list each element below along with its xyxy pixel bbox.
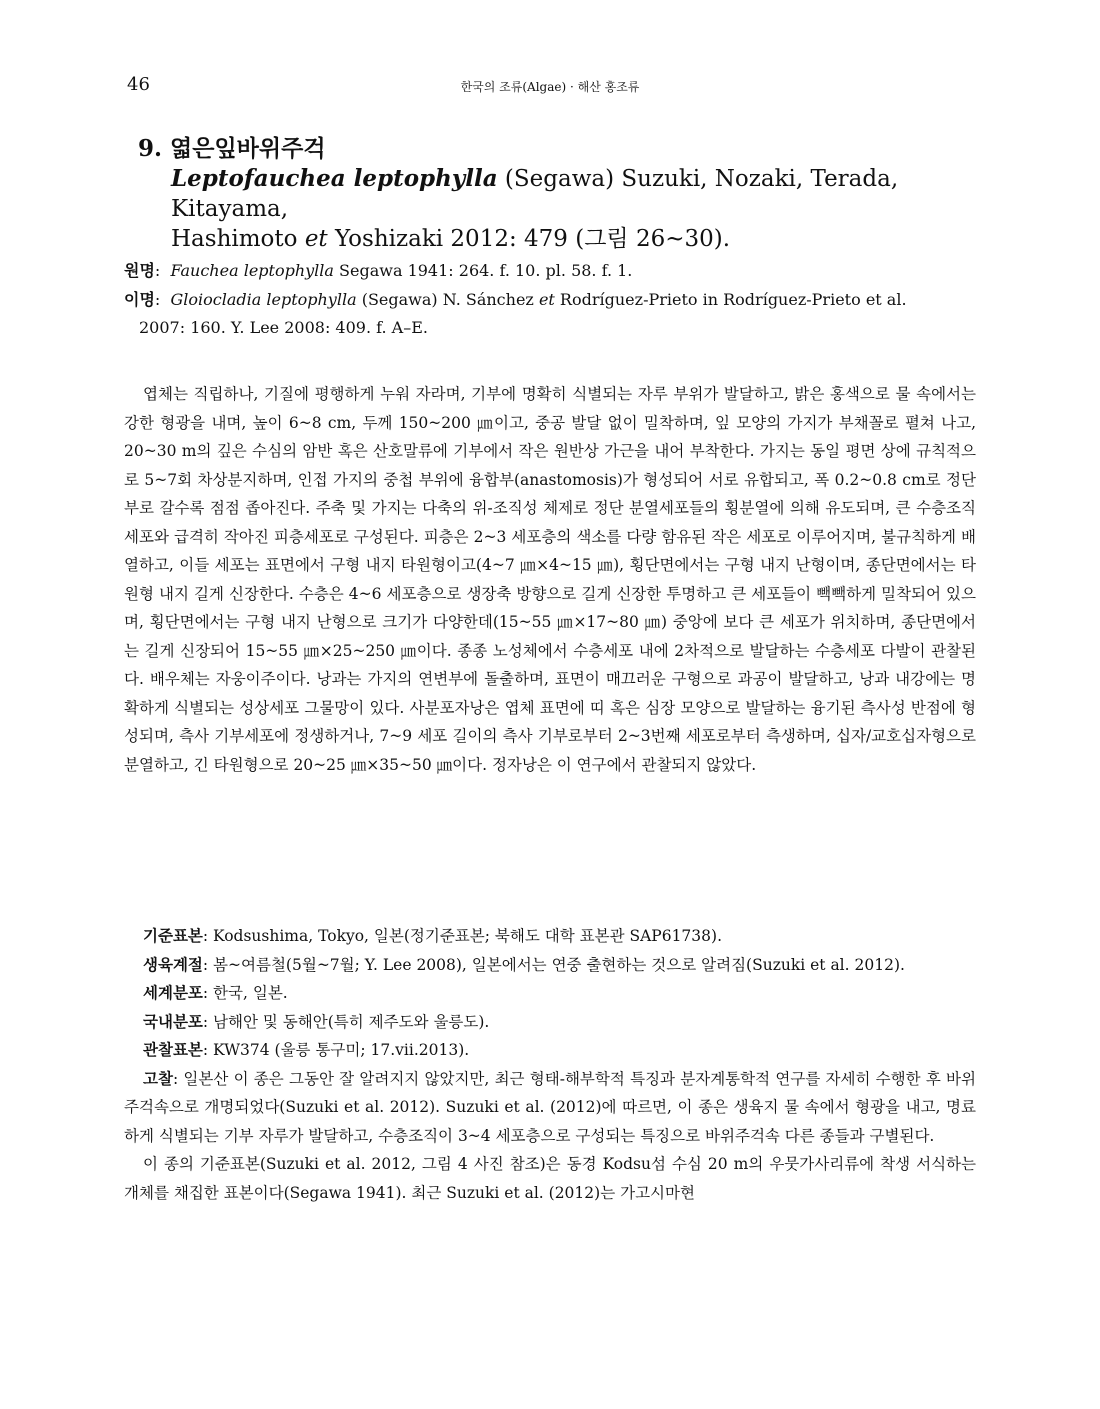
original-name-label: 원명 bbox=[124, 261, 155, 280]
running-header: 한국의 조류(Algae) · 해산 홍조류 bbox=[460, 80, 640, 94]
synonym-rest-1: (Segawa) N. Sánchez bbox=[356, 290, 539, 309]
section-text: : 한국, 일본. bbox=[202, 984, 288, 1002]
section-label: 관찰표본 bbox=[143, 1040, 203, 1059]
page-number: 46 bbox=[127, 74, 150, 95]
authority-et: et bbox=[304, 226, 328, 252]
species-heading bbox=[138, 134, 978, 254]
synonym-italic: Gloiocladia leptophylla bbox=[170, 290, 357, 309]
authority-part-a: (Segawa) Suzuki, Nozaki, Terada, Kitayama, bbox=[171, 166, 899, 222]
scientific-name: Leptofauchea leptophylla bbox=[171, 165, 498, 192]
authority-part-b2: Yoshizaki 2012: 479 (그림 26~30). bbox=[327, 226, 731, 252]
synonym-rest-2: Rodríguez-Prieto in Rodríguez-Prieto et al. bbox=[554, 290, 907, 309]
section-label: 세계분포 bbox=[143, 983, 203, 1002]
section-specimens-examined bbox=[124, 1036, 976, 1065]
section-text: : 일본산 이 종은 그동안 잘 알려지지 않았지만, 최근 형태-해부학적 특징과 분자계통학적 연구를 자세히 수행한 후 바위주걱속으로 개명되었다(Suzuki et al. 2012). Suzuki et al. (2012)에 따르면, 이 종은 생육지 물 속에서 형광을 내고, 명료하게 식별되는 기부 자루가 발달하고, 수층조직이 3~4 세포층으로 구성되는 특징으로 바위주걱속 다른 종들과 구별된다. bbox=[124, 1069, 976, 1145]
section-label: 기준표본 bbox=[143, 926, 203, 945]
authority-line bbox=[171, 224, 978, 254]
synonym-entry: 이명: Gloiocladia leptophylla (Segawa) N. Sánchez et Rodríguez-Prieto in Rodríguez-Prieto et al. 2007: 160. Y. Lee 2008: 409. f. A–E. bbox=[124, 286, 976, 342]
section-label: 고찰 bbox=[143, 1068, 173, 1088]
original-name-italic: Fauchea leptophylla bbox=[170, 261, 334, 280]
final-paragraph: 이 종의 기준표본(Suzuki et al. 2012, 그림 4 사진 참조)은 동경 Kodsu섬 수심 20 m의 우뭇가사리류에 착생 서식하는 개체를 채집한 표본이다(Segawa 1941). 최근 Suzuki et al. (2012)는 가고시마현 bbox=[124, 1155, 976, 1202]
species-number: 9. bbox=[138, 135, 163, 162]
authority-part-b1: Hashimoto bbox=[171, 226, 305, 252]
korean-name: 엷은잎바위주걱 bbox=[170, 135, 326, 162]
section-world-distribution bbox=[124, 979, 976, 1008]
section-label: 생육계절 bbox=[143, 954, 203, 974]
synonym-continuation: 2007: 160. Y. Lee 2008: 409. f. A–E. bbox=[139, 318, 428, 337]
synonym-label: 이명 bbox=[124, 290, 155, 309]
section-label: 국내분포 bbox=[143, 1011, 203, 1031]
original-name-rest: Segawa 1941: 264. f. 10. pl. 58. f. 1. bbox=[333, 261, 633, 280]
section-korea-distribution bbox=[124, 1008, 976, 1037]
section-text: : 남해안 및 동해안(특히 제주도와 울릉도). bbox=[202, 1012, 490, 1031]
description-paragraph: 엽체는 직립하나, 기질에 평행하게 누워 자라며, 기부에 명확히 식별되는 자루 부위가 발달하고, 밝은 홍색으로 물 속에서는 강한 형광을 내며, 높이 6~8 cm, 두께 150~200 ㎛이고, 중공 발달 없이 밀착하며, 잎 모양의 가지가 부채꼴로 펼쳐 나고, 20~30 m의 깊은 수심의 암반 혹은 산호말류에 기부에서 작은 원반상 가근을 내어 부착한다. 가지는 동일 평면 상에 규칙적으로 5~7회 차상분지하며, 인접 가지의 중첩 부위에 융합부(anastomosis)가 형성되어 서로 유합되고, 폭 0.2~0.8 cm로 정단부로 갈수록 점점 좁아진다. 주축 및 가지는 다축의 위-조직성 체제로 정단 분열세포들의 횡분열에 의해 유도되며, 큰 수층조직 세포와 급격히 작아진 피층세포로 구성된다. 피층은 2~3 세포층의 색소를 다량 함유된 작은 세포로 이루어지며, 불규칙하게 배열하고, 이들 세포는 표면에서 구형 내지 타원형이고(4~7 ㎛×4~15 ㎛), 횡단면에서는 구형 내지 난형이며, 종단면에서는 타원형 내지 길게 신장한다. 수층은 4~6 세포층으로 생장축 방향으로 길게 신장한 투명하고 큰 세포들이 빽빽하게 밀착되어 있으며, 횡단면에서는 구형 내지 난형으로 크기가 다양한데(15~55 ㎛×17~80 ㎛) 중앙에 보다 큰 세포가 위치하며, 종단면에서는 길게 신장되어 15~55 ㎛×25~250 ㎛이다. 종종 노성체에서 수층세포 내에 2차적으로 발달하는 수층세포 다발이 관찰된다. 배우체는 자웅이주이다. 낭과는 가지의 연변부에 돌출하며, 표면이 매끄러운 구형으로 과공이 발달하고, 낭과 내강에는 명확하게 식별되는 성상세포 그물망이 있다. 사분포자낭은 엽체 표면에 띠 혹은 심장 모양으로 발달하는 융기된 측사성 반점에 형성되며, 측사 기부세포에 정생하거나, 7~9 세포 길이의 측사 기부로부터 2~3번째 세포로부터 측생하며, 십자/교호십자형으로 분열하고, 긴 타원형으로 20~25 ㎛×35~50 ㎛이다. 정자낭은 이 연구에서 관찰되지 않았다. bbox=[124, 385, 976, 774]
details-sections bbox=[124, 922, 976, 1207]
section-text: : KW374 (울릉 통구미; 17.vii.2013). bbox=[202, 1041, 470, 1059]
species-title-line bbox=[138, 134, 978, 164]
section-text: : 봄~여름철(5월~7월; Y. Lee 2008), 일본에서는 연중 출현하는 것으로 알려짐(Suzuki et al. 2012). bbox=[202, 955, 905, 974]
scientific-name-line bbox=[171, 164, 978, 224]
original-name-entry: 원명: Fauchea leptophylla Segawa 1941: 264. f. 10. pl. 58. f. 1. bbox=[124, 261, 633, 280]
section-text: : Kodsushima, Tokyo, 일본(정기준표본; 북해도 대학 표본관 SAP61738). bbox=[202, 927, 722, 945]
section-season bbox=[124, 951, 976, 980]
section-type-specimen bbox=[124, 922, 976, 951]
section-remarks bbox=[124, 1065, 976, 1151]
synonym-et: et bbox=[538, 290, 555, 309]
